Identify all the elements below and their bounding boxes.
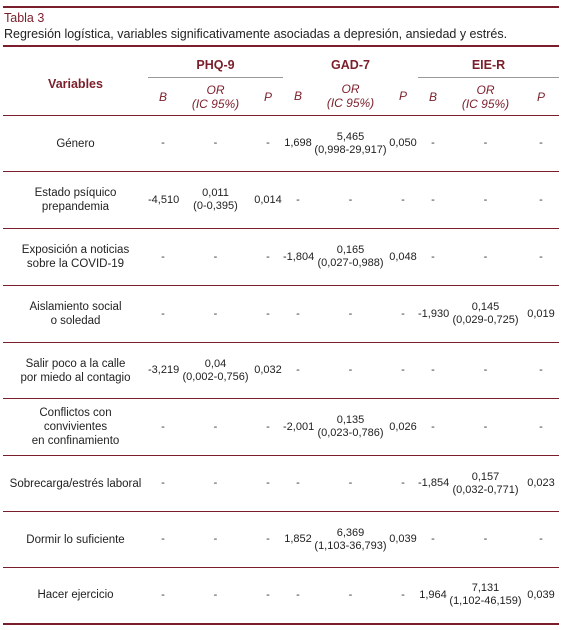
cell-p: - bbox=[388, 343, 418, 399]
subheader-or: OR (IC 95%) bbox=[191, 82, 240, 111]
cell-b: - bbox=[283, 568, 313, 624]
cell-b: - bbox=[283, 172, 313, 229]
cell-p: 0,026 bbox=[388, 399, 418, 456]
cell-or bbox=[448, 229, 523, 286]
cell-p: 0,032 bbox=[253, 343, 283, 399]
cell-b: - bbox=[418, 229, 448, 286]
cell-p: - bbox=[523, 399, 559, 456]
table-row bbox=[3, 399, 559, 456]
cell-b: - bbox=[148, 456, 178, 512]
cell-p: 0,048 bbox=[388, 229, 418, 286]
confidence-interval: (0,027-0,988) bbox=[317, 257, 384, 269]
cell-b: - bbox=[148, 568, 178, 624]
cell-b: -4,510 bbox=[148, 172, 178, 229]
variable-label: Sobrecarga/estrés laboral bbox=[3, 456, 148, 512]
cell-or bbox=[448, 343, 523, 399]
cell-p: - bbox=[523, 172, 559, 229]
cell-b: -2,001 bbox=[283, 399, 313, 456]
or-value: 0,165 bbox=[336, 244, 365, 256]
cell-or bbox=[178, 116, 253, 172]
cell-or bbox=[448, 568, 523, 624]
variable-label: Exposición a noticias sobre la COVID-19 bbox=[3, 229, 148, 286]
cell-p: - bbox=[388, 568, 418, 624]
subheader-or: OR (IC 95%) bbox=[326, 82, 375, 111]
confidence-interval: (0-0,395) bbox=[193, 200, 238, 212]
cell-or bbox=[448, 399, 523, 456]
or-value: - bbox=[213, 477, 218, 489]
or-value: - bbox=[213, 250, 218, 263]
table-row bbox=[3, 512, 559, 568]
table-body bbox=[3, 116, 559, 624]
or-value: - bbox=[348, 307, 353, 320]
variable-label: Género bbox=[3, 116, 148, 172]
or-value: - bbox=[348, 364, 353, 376]
or-value: - bbox=[483, 420, 488, 433]
or-value: - bbox=[483, 193, 488, 206]
cell-p: 0,019 bbox=[523, 286, 559, 343]
variable-label: Salir poco a la calle por miedo al contagio bbox=[3, 343, 148, 399]
cell-b: -1,804 bbox=[283, 229, 313, 286]
cell-or bbox=[178, 512, 253, 568]
cell-p: - bbox=[388, 456, 418, 512]
cell-or bbox=[178, 286, 253, 343]
cell-or bbox=[313, 568, 388, 624]
group-header-eier: EIE-R bbox=[418, 52, 559, 78]
cell-b: - bbox=[283, 286, 313, 343]
cell-p: 0,023 bbox=[523, 456, 559, 512]
or-value: 7,131 bbox=[471, 582, 500, 595]
cell-p: 0,014 bbox=[253, 172, 283, 229]
variable-label: Estado psíquico prepandemia bbox=[3, 172, 148, 229]
variable-label: Aislamiento social o soledad bbox=[3, 286, 148, 343]
cell-b: - bbox=[283, 343, 313, 399]
cell-p: 0,050 bbox=[388, 116, 418, 172]
cell-b: -1,930 bbox=[418, 286, 448, 343]
cell-or bbox=[313, 116, 388, 172]
or-value: - bbox=[213, 533, 218, 545]
cell-or bbox=[178, 229, 253, 286]
cell-p: 0,039 bbox=[523, 568, 559, 624]
confidence-interval: (1,103-36,793) bbox=[314, 539, 387, 552]
or-value: - bbox=[213, 307, 218, 320]
subheader-b: B bbox=[428, 89, 437, 104]
cell-b: -3,219 bbox=[148, 343, 178, 399]
cell-or bbox=[448, 172, 523, 229]
subheader-p: P bbox=[263, 89, 272, 104]
cell-or bbox=[313, 286, 388, 343]
subheader-p: P bbox=[537, 89, 546, 104]
table-row bbox=[3, 343, 559, 399]
cell-b: - bbox=[148, 286, 178, 343]
cell-or bbox=[313, 456, 388, 512]
confidence-interval: (0,032-0,771) bbox=[452, 483, 519, 496]
cell-b: - bbox=[148, 229, 178, 286]
cell-p: - bbox=[253, 399, 283, 456]
cell-b: - bbox=[148, 116, 178, 172]
subheader-or: OR (IC 95%) bbox=[461, 82, 510, 111]
cell-p: - bbox=[388, 172, 418, 229]
or-value: - bbox=[348, 588, 353, 601]
subheader-b: B bbox=[293, 89, 302, 104]
cell-p: - bbox=[523, 229, 559, 286]
group-header-phq9: PHQ-9 bbox=[148, 52, 283, 78]
or-value: 0,135 bbox=[336, 414, 365, 426]
table-caption-title: Regresión logística, variables significativamente asociadas a depresión, ansiedad y estrés. bbox=[4, 27, 508, 41]
or-value: - bbox=[483, 137, 488, 149]
cell-or bbox=[178, 399, 253, 456]
table-row bbox=[3, 456, 559, 512]
cell-or bbox=[448, 116, 523, 172]
or-value: - bbox=[483, 533, 488, 545]
cell-b: - bbox=[418, 172, 448, 229]
or-value: - bbox=[348, 193, 353, 206]
or-value: - bbox=[213, 588, 218, 601]
or-value: - bbox=[483, 364, 488, 376]
group-header-gad7: GAD-7 bbox=[331, 57, 370, 72]
confidence-interval: (0,023-0,786) bbox=[317, 427, 384, 439]
variable-label: Hacer ejercicio bbox=[3, 568, 148, 624]
or-value: 0,157 bbox=[471, 470, 500, 483]
top-rule bbox=[3, 6, 559, 8]
cell-p: - bbox=[253, 512, 283, 568]
or-value: 0,011 bbox=[202, 187, 229, 199]
cell-or bbox=[313, 343, 388, 399]
cell-p: - bbox=[523, 512, 559, 568]
confidence-interval: (1,102-46,159) bbox=[449, 595, 522, 608]
confidence-interval: (0,002-0,756) bbox=[182, 370, 249, 383]
cell-b: - bbox=[418, 343, 448, 399]
or-value: - bbox=[348, 477, 353, 489]
table-row bbox=[3, 116, 559, 172]
caption-rule bbox=[3, 45, 559, 47]
confidence-interval: (0,998-29,917) bbox=[314, 143, 387, 156]
variables-header: Variables bbox=[48, 76, 103, 91]
cell-p: - bbox=[253, 568, 283, 624]
cell-b: - bbox=[418, 116, 448, 172]
table-row bbox=[3, 568, 559, 624]
cell-p: - bbox=[253, 229, 283, 286]
variable-label: Conflictos con convivientes en confinamiento bbox=[3, 399, 148, 456]
cell-or bbox=[448, 456, 523, 512]
table-caption-label: Tabla 3 bbox=[4, 11, 45, 25]
cell-or bbox=[178, 172, 253, 229]
cell-or bbox=[313, 229, 388, 286]
cell-or bbox=[448, 286, 523, 343]
cell-b: 1,698 bbox=[283, 116, 313, 172]
cell-or bbox=[313, 399, 388, 456]
cell-b: - bbox=[418, 399, 448, 456]
or-value: 5,465 bbox=[336, 130, 365, 143]
cell-b: - bbox=[148, 399, 178, 456]
confidence-interval: (0,029-0,725) bbox=[452, 314, 519, 326]
regression-table bbox=[3, 52, 559, 625]
cell-b: -1,854 bbox=[418, 456, 448, 512]
or-value: - bbox=[483, 250, 488, 263]
cell-p: - bbox=[253, 116, 283, 172]
cell-or bbox=[313, 512, 388, 568]
cell-or bbox=[178, 456, 253, 512]
table-row bbox=[3, 172, 559, 229]
cell-b: - bbox=[283, 456, 313, 512]
cell-or bbox=[178, 568, 253, 624]
cell-b: 1,964 bbox=[418, 568, 448, 624]
subheader-p: P bbox=[398, 89, 407, 104]
cell-or bbox=[313, 172, 388, 229]
cell-p: - bbox=[388, 286, 418, 343]
cell-b: - bbox=[418, 512, 448, 568]
table-row bbox=[3, 229, 559, 286]
cell-b: - bbox=[148, 512, 178, 568]
cell-or bbox=[448, 512, 523, 568]
or-value: 0,145 bbox=[471, 301, 500, 313]
cell-p: - bbox=[523, 343, 559, 399]
cell-b: 1,852 bbox=[283, 512, 313, 568]
cell-p: - bbox=[253, 286, 283, 343]
or-value: 6,369 bbox=[336, 526, 365, 539]
variable-label: Dormir lo suficiente bbox=[3, 512, 148, 568]
subheader-b: B bbox=[158, 89, 167, 104]
or-value: - bbox=[213, 420, 218, 433]
or-value: 0,04 bbox=[204, 357, 227, 370]
cell-p: - bbox=[253, 456, 283, 512]
cell-p: - bbox=[523, 116, 559, 172]
cell-or bbox=[178, 343, 253, 399]
or-value: - bbox=[213, 137, 218, 149]
cell-p: 0,039 bbox=[388, 512, 418, 568]
table-row bbox=[3, 286, 559, 343]
